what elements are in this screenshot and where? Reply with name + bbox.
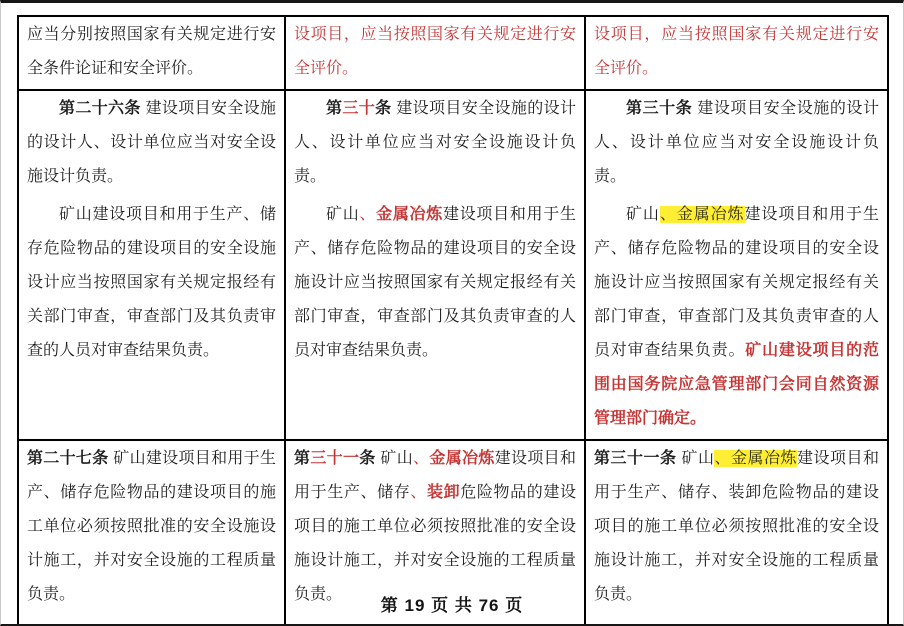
text-run: 、 (359, 206, 377, 223)
text-run: 设项目，应当按照国家有关规定进行安全评价。 (294, 26, 576, 77)
table-cell (585, 16, 888, 90)
text-run: 矿山 (626, 206, 660, 223)
table-cell (585, 90, 888, 440)
text-run: 、 (410, 484, 427, 501)
paragraph (594, 92, 879, 194)
text-run: 装卸 (426, 484, 461, 501)
table-row (18, 16, 888, 90)
paragraph (294, 18, 576, 86)
text-run: 建设项目安全设施的设计人、设计单位应当对安全设施设计负责。 (294, 100, 576, 185)
text-run: 金属冶炼 (376, 206, 443, 223)
page-number-footer: 第 19 页 共 76 页 (380, 596, 524, 615)
paragraph (27, 198, 276, 368)
text-run: 第 (326, 100, 343, 117)
text-run: 、 (413, 450, 430, 467)
text-run: 金属冶炼 (429, 450, 495, 467)
text-run: 第三十一条 (594, 450, 677, 467)
paragraph (594, 18, 879, 86)
text-run: 矿山 (375, 450, 414, 467)
text-run: 建设项目和用于生产、储存 (294, 450, 576, 501)
paragraph (594, 442, 879, 612)
text-run: 第二十七条 (27, 450, 109, 467)
text-run: 条 (359, 450, 376, 467)
text-run: 第 (294, 450, 311, 467)
text-run: 设项目，应当按照国家有关规定进行安全评价。 (594, 26, 879, 77)
text-run: 第二十六条 (59, 100, 141, 117)
paragraph (294, 198, 576, 368)
text-run: 建设项目安全设施的设计人、设计单位应当对安全设施设计负责。 (594, 100, 879, 185)
text-run: 建设项目和用于生产、储存危险物品的建设项目的安全设施设计应当按照国家有关规定报经有关部门审查，审查部门及其负责审查的人员对审查结果负责。 (294, 206, 576, 359)
table-cell (285, 90, 585, 440)
text-run: 矿山 (676, 450, 715, 467)
comparison-table (17, 15, 889, 626)
paragraph (27, 92, 276, 194)
paragraph (27, 442, 276, 612)
text-run: 危险物品的建设项目的施工单位必须按照批准的安全设施设计施工，并对安全设施的工程质量负责。 (294, 484, 576, 603)
text-run: 矿山建设项目和用于生产、储存危险物品的建设项目的施工单位必须按照批准的安全设施设计施工，并对安全设施的工程质量负责。 (27, 450, 276, 603)
paragraph (594, 198, 879, 436)
table-cell (18, 16, 285, 90)
paragraph (294, 442, 576, 612)
table-cell (285, 16, 585, 90)
text-run: 建设项目和用于生产、储存、装卸危险物品的建设项目的施工单位必须按照批准的安全设施设计施工，并对安全设施的工程质量负责。 (594, 450, 879, 603)
text-run: 应当分别按照国家有关规定进行安全条件论证和安全评价。 (27, 26, 276, 77)
highlighted-text-run: 、金属冶炼 (714, 450, 797, 467)
text-run: 三十 (342, 100, 376, 117)
text-run: 矿山 (326, 206, 360, 223)
text-run: 条 (375, 100, 392, 117)
text-run: 第三十条 (626, 100, 693, 117)
paragraph (294, 92, 576, 194)
comparison-table-body (18, 16, 888, 626)
highlighted-text-run: 、金属冶炼 (659, 206, 745, 223)
text-run: 三十一 (310, 450, 360, 467)
text-run: 建设项目和用于生产、储存危险物品的建设项目的安全设施设计应当按照国家有关规定报经有关部门审查，审查部门及其负责审查的人员对审查结果负责。 (594, 206, 879, 359)
text-run: 矿山建设项目的范围由国务院应急管理部门会同自然资源管理部门确定。 (594, 342, 879, 427)
table-row (18, 90, 888, 440)
table-cell (18, 90, 285, 440)
text-run: 建设项目安全设施的设计人、设计单位应当对安全设施设计负责。 (27, 100, 276, 185)
paragraph (27, 18, 276, 86)
text-run: 矿山建设项目和用于生产、储存危险物品的建设项目的安全设施设计应当按照国家有关规定报经有关部门审查，审查部门及其负责审查的人员对审查结果负责。 (27, 206, 276, 359)
